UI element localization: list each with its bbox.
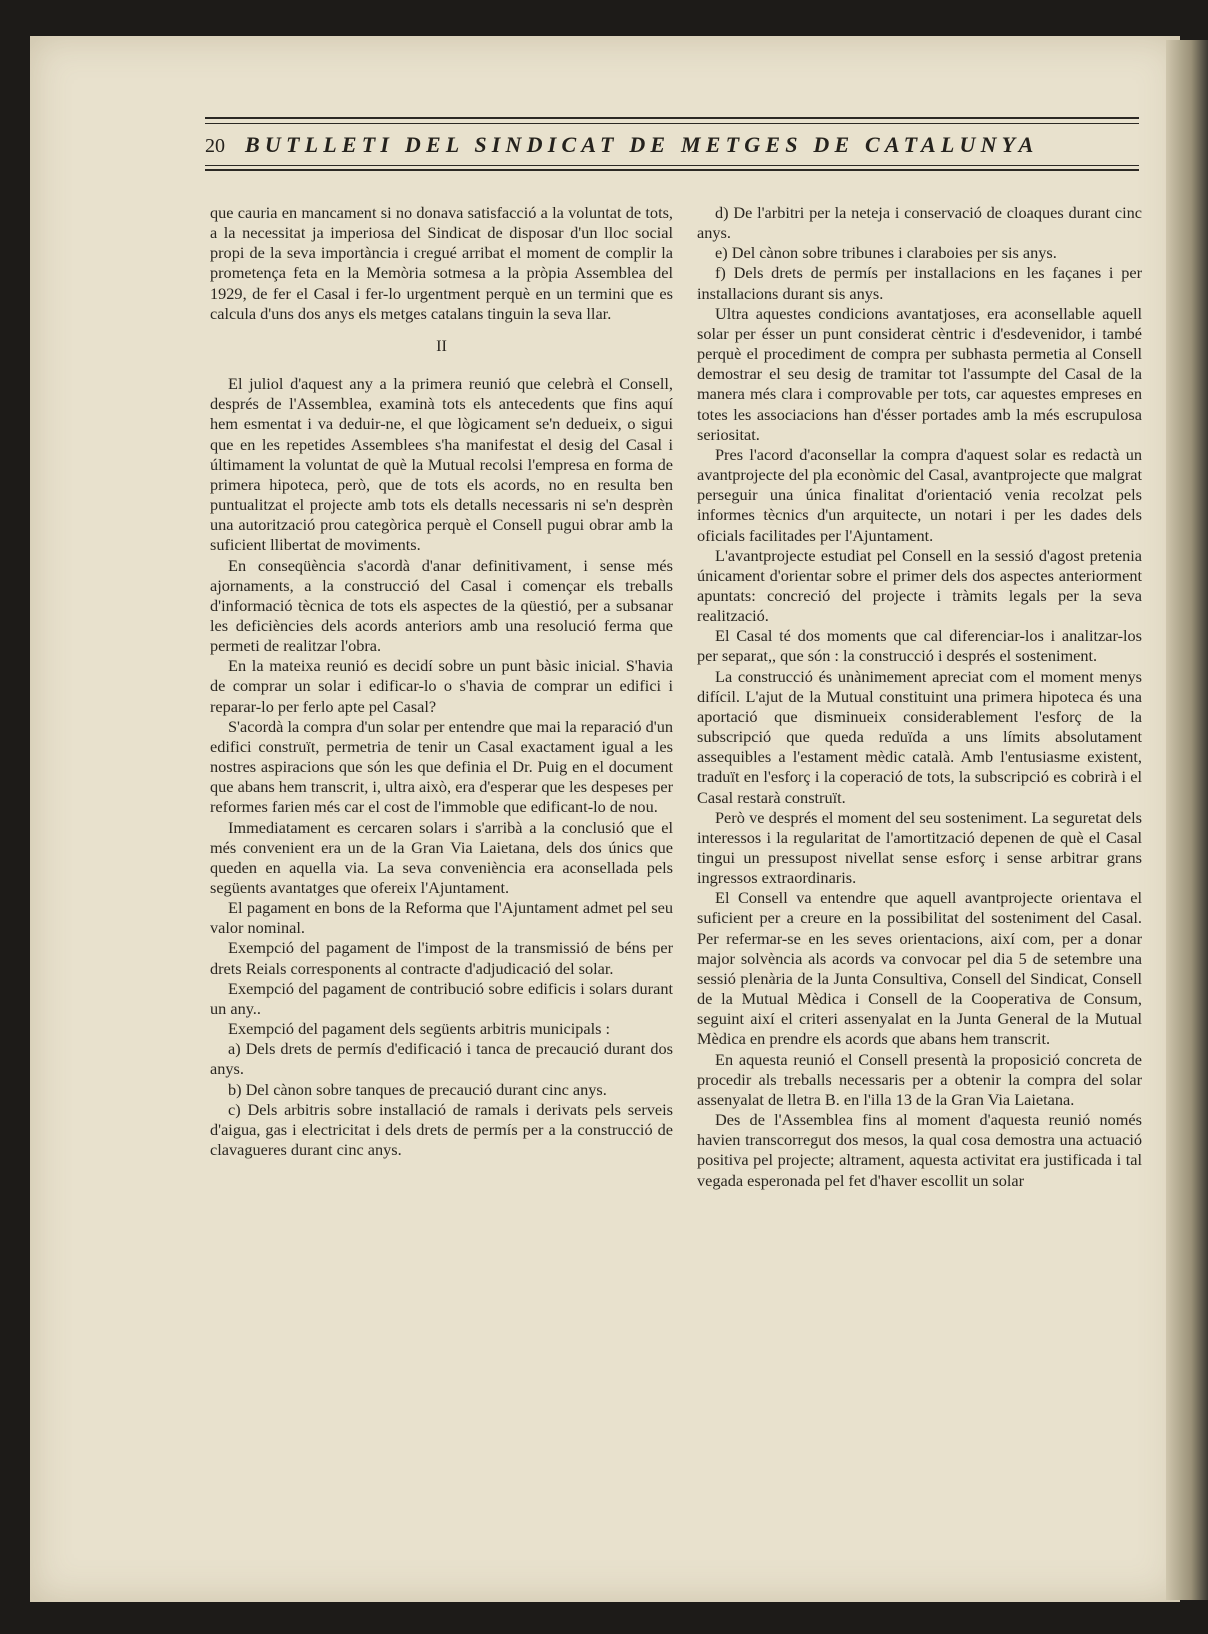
list-item: f) Dels drets de permís per installacions en les façanes i per installacions durant sis anys. [697,263,1142,303]
paragraph: El Consell va entendre que aquell avantprojecte orientava el suficient per a creure en la possibilitat del sosteniment del Casal. Per refermar-se en les seves orientacions, així com, per a donar major solvència als acords va convocar pel dia 5 de setembre una sessió plenària de la Junta Consultiva, Consell del Sindicat, Consell de la Mutual Mèdica i Consell de la Cooperativa de Consum, seguint així el criteri assenyalat en la Junta General de la Mutual Mèdica en prendre els acords que abans hem transcrit. [697,888,1142,1049]
paragraph: Exempció del pagament de l'impost de la transmissió de béns per drets Reials corresponents al contracte d'adjudicació del solar. [210,938,673,978]
right-column [697,203,1142,1191]
running-header [205,132,1139,160]
paragraph: La construcció és unànimement apreciat com el moment menys difícil. L'ajut de la Mutual constituint una primera hipoteca és una aportació que disminueix considerablement l'esforç de la subscripció que queda reduïda a uns límits absolutament assequibles a l'estament mèdic català. Amb l'entusiasme existent, traduït en l'esforç i la coperació de tots, la subscripció es cobrirà i el Casal restarà construït. [697,666,1142,807]
paragraph: El pagament en bons de la Reforma que l'Ajuntament admet pel seu valor nominal. [210,898,673,938]
paragraph: que cauria en mancament si no donava satisfacció a la voluntat de tots, a la necessitat ja imperiosa del Sindicat de disposar d'un lloc social propi de la seva importància i cregué arribat el moment de complir la prometença feta en la Memòria sotmesa a la pròpia Assemblea del 1929, de fer el Casal i fer-lo urgentment perquè en un termini que es calcula d'uns dos anys els metges catalans tinguin la seva llar. [210,203,673,323]
paragraph: Pres l'acord d'aconsellar la compra d'aquest solar es redactà un avantprojecte del pla econòmic del Casal, avantprojecte que malgrat perseguir una única finalitat d'orientació venia recolzat pels informes tècnics d'un arquitecte, un notari i per les dades dels oficials facilitades per l'Ajuntament. [697,444,1142,545]
paragraph: Exempció del pagament de contribució sobre edificis i solars durant un any.. [210,978,673,1018]
paragraph: Però ve després el moment del seu sosteniment. La seguretat dels interessos i la regularitat de l'amortització depenen de què el Casal tingui un pressupost nivellat sense esforç i sense arbitrar grans ingressos extraordinaris. [697,807,1142,888]
section-number: II [436,335,447,355]
page-number: 20 [205,135,225,157]
paragraph: En aquesta reunió el Consell presentà la proposició concreta de procedir als treballs necessaris per a obtenir la compra del solar assenyalat de lletra B. en l'illa 13 de la Gran Via Laietana. [697,1049,1142,1109]
header-rule-bottom-1 [205,165,1139,166]
left-column [210,203,673,1160]
paragraph: Ultra aquestes condicions avantatjoses, era aconsellable aquell solar per ésser un punt considerat cèntric i d'esdevenidor, i també perquè el procediment de compra per subhasta permetia al Consell demostrar el seu desig de tramitar tot l'assumpte del Casal de la manera més clara i comprovable per tots, car aquestes empreses en totes les associacions han d'ésser portades amb la més escrupulosa seriositat. [697,303,1142,444]
paragraph: Immediatament es cercaren solars i s'arribà a la conclusió que el més convenient era un de la Gran Via Laietana, dels dos únics que queden en aquella via. La seva conveniència era aconsellada pels següents avantatges que ofereix l'Ajuntament. [210,817,673,897]
paragraph: L'avantprojecte estudiat pel Consell en la sessió d'agost pretenia únicament d'orientar sobre el primer dels dos aspectes anteriorment apuntats: concreció del projecte i tràmits legals per la seva realització. [697,545,1142,626]
paragraph: S'acordà la compra d'un solar per entendre que mai la reparació d'un edifici construït, permetria de tenir un Casal exactament igual a les nostres aspiracions que són les que definia el Dr. Puig en el document que abans hem transcrit, i, ultra això, era d'esperar que les despeses per reformes farien més car el cost de l'immoble que edificant-lo de nou. [210,716,673,817]
header-rule-top-1 [205,117,1139,119]
paragraph: El juliol d'aquest any a la primera reunió que celebrà el Consell, després de l'Assemblea, examinà tots els antecedents que fins aquí hem esmentat i va deduir-ne, el que lògicament se'n dedueix, o sigui que en les repetides Assemblees s'ha manifestat el desig del Casal i últimament la voluntat de què la Mutual recolsi l'empresa en forma de primera hipoteca, però, que de tots els acords, no en resulta ben puntualitzat el projecte amb tots els detalls necessaris ni se'n desprèn una autorització prou categòrica perquè el Consell pugui obrar amb la suficient llibertat de moviments. [210,374,673,555]
header-rule-bottom-2 [205,169,1139,171]
list-item: b) Del cànon sobre tanques de precaució durant cinc anys. [228,1079,607,1099]
paragraph: En conseqüència s'acordà d'anar definitivament, i sense més ajornaments, a la construcció del Casal i començar els treballs d'informació tècnica de tots els aspectes de la qüestió, per a subsanar les deficiències dels acords anteriors amb una resolució ferma que permeti de realitzar l'obra. [210,555,673,656]
list-item: c) Dels arbitris sobre installació de ramals i derivats pels serveis d'aigua, gas i electricitat i dels drets de permís per a la construcció de clavagueres durant cinc anys. [210,1099,673,1160]
header-rule-top-2 [205,123,1139,124]
paragraph: En la mateixa reunió es decidí sobre un punt bàsic inicial. S'havia de comprar un solar i edificar-lo o s'havia de comprar un edifici i reparar-lo per ferlo apte pel Casal? [210,656,673,716]
page-edge [1166,40,1208,1600]
list-item: d) De l'arbitri per la neteja i conservació de cloaques durant cinc anys. [697,203,1142,243]
journal-title: BUTLLETI DEL SINDICAT DE METGES DE CATALUNYA [245,132,1039,157]
paragraph: Des de l'Assemblea fins al moment d'aquesta reunió només havien transcorregut dos mesos, la qual cosa demostra una actuació positiva pel projecte; altrament, aquesta activitat era justificada i tal vegada esperonada pel fet d'haver escollit un solar [697,1110,1142,1190]
list-item: e) Del cànon sobre tribunes i claraboies per sis anys. [715,243,1057,263]
paragraph: El Casal té dos moments que cal diferenciar-los i analitzar-los per separat,, que són : la construcció i després el sosteniment. [697,626,1142,666]
list-item: a) Dels drets de permís d'edificació i tanca de precaució durant dos anys. [210,1039,673,1079]
paragraph: Exempció del pagament dels següents arbitris municipals : [228,1019,611,1039]
